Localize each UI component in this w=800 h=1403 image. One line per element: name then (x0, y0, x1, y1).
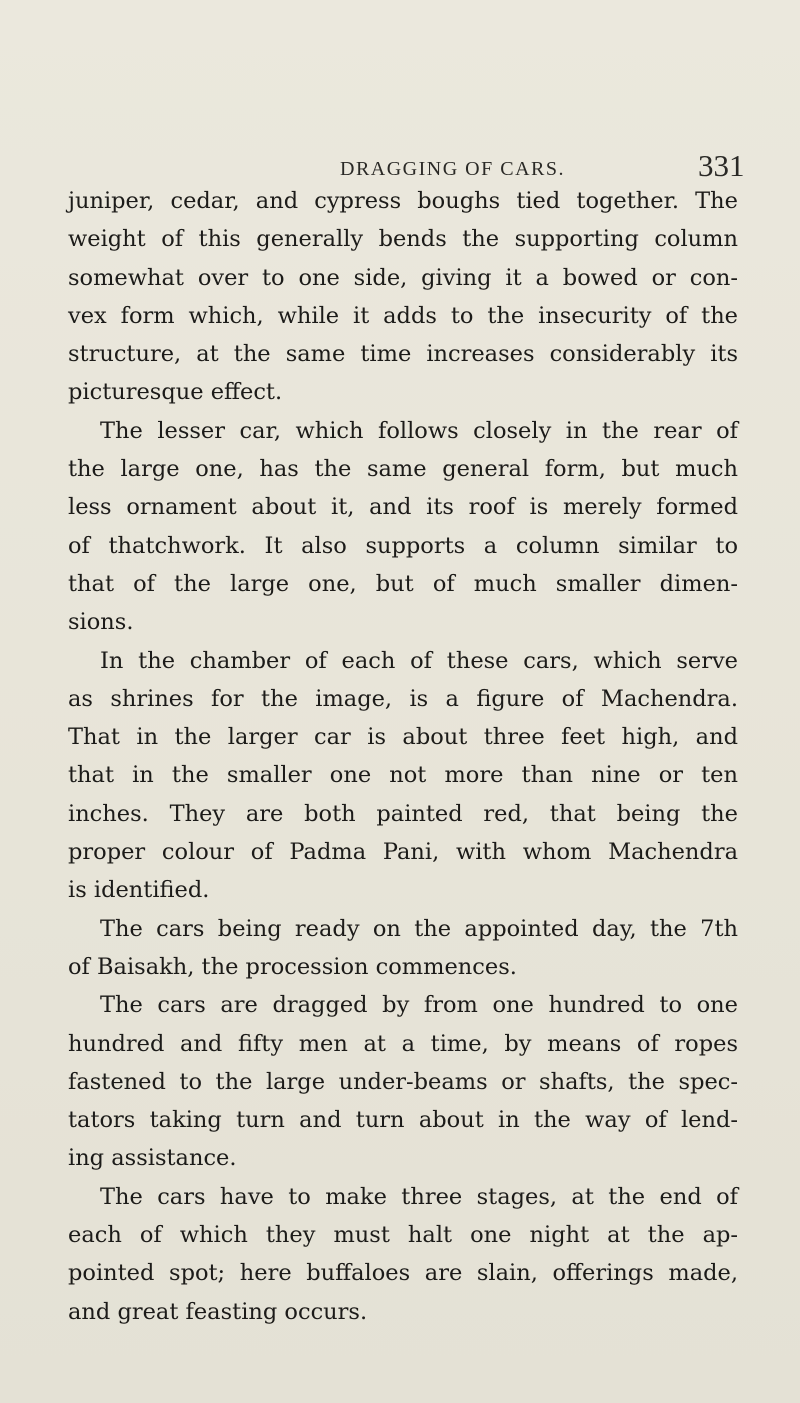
text-line: and great feasting occurs. (68, 1298, 368, 1325)
text-line: each of which they must halt one night at the ap- (68, 1222, 738, 1249)
text-line: tators taking turn and turn about in the way of lend- (68, 1107, 738, 1134)
text-line: structure, at the same time increases considerably its (68, 341, 738, 368)
text-line: juniper, cedar, and cypress boughs tied together. The (68, 188, 738, 214)
text-line: of thatchwork. It also supports a column similar to (68, 532, 738, 559)
page-number: 331 (698, 148, 745, 183)
text-line: is identified. (68, 877, 210, 904)
text-line: The lesser car, which follows closely in the rear of (100, 417, 738, 444)
text-line: pointed spot; here buffaloes are slain, offerings made, (68, 1260, 738, 1287)
text-line: the large one, has the same general form, but much (68, 456, 738, 483)
text-line: ing assistance. (68, 1145, 237, 1172)
text-line: picturesque effect. (68, 379, 283, 406)
text-line: vex form which, while it adds to the insecurity of the (68, 302, 738, 329)
body-text (68, 182, 738, 1331)
text-line: That in the larger car is about three feet high, and (68, 724, 738, 751)
text-line: The cars are dragged by from one hundred to one (100, 992, 738, 1019)
text-line: as shrines for the image, is a figure of Machendra. (68, 685, 738, 712)
text-line: hundred and fifty men at a time, by means of ropes (68, 1030, 738, 1057)
text-line: proper colour of Padma Pani, with whom Machendra (68, 839, 738, 866)
text-line: of Baisakh, the procession commences. (68, 953, 517, 980)
text-line: fastened to the large under-beams or shafts, the spec- (68, 1068, 738, 1095)
text-line: sions. (68, 609, 134, 636)
text-line: inches. They are both painted red, that being the (68, 800, 738, 827)
text-line: that in the smaller one not more than nine or ten (68, 762, 738, 789)
text-line: somewhat over to one side, giving it a bowed or con- (68, 264, 738, 291)
text-line: weight of this generally bends the supporting column (68, 226, 738, 253)
text-line: less ornament about it, and its roof is merely formed (68, 494, 738, 521)
text-line: The cars being ready on the appointed day, the 7th (100, 915, 738, 942)
running-head: DRAGGING OF CARS. (340, 158, 565, 180)
text-line: that of the large one, but of much smaller dimen- (68, 570, 738, 597)
text-line: In the chamber of each of these cars, which serve (100, 647, 738, 674)
text-line: The cars have to make three stages, at the end of (100, 1183, 738, 1210)
